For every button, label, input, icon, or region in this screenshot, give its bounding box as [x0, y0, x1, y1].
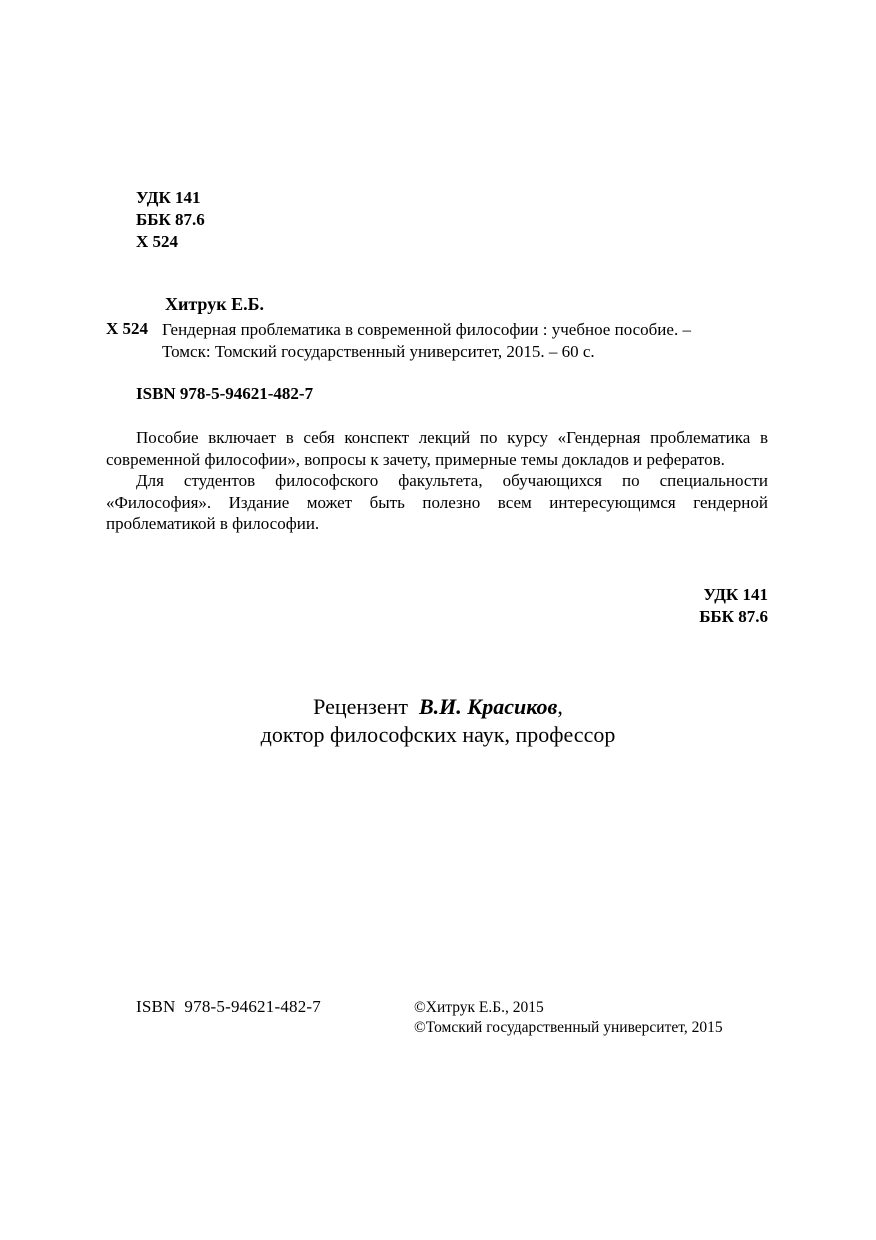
isbn-heading: ISBN 978-5-94621-482-7	[136, 384, 314, 403]
isbn-bottom: ISBN 978-5-94621-482-7	[136, 997, 321, 1016]
bib-imprint-line: Томск: Томский государственный университет, 2015. – 60 с.	[162, 342, 595, 361]
annotation	[106, 427, 768, 535]
bib-title-line: Гендерная проблематика в современной философии : учебное пособие. –	[162, 320, 691, 339]
annotation-paragraph-2: Для студентов философского факультета, обучающихся по специальности «Философия». Издание может быть полезно всем интересующимся гендерной проблематикой в философии.	[106, 471, 768, 533]
reviewer-comma: ,	[557, 694, 563, 719]
reviewer-name: В.И. Красиков	[419, 694, 558, 719]
bibliographic-description	[162, 319, 782, 363]
copyright-university: ©Томский государственный университет, 2015	[414, 1019, 723, 1036]
catalog-author: Хитрук Е.Б.	[165, 294, 264, 314]
annotation-paragraph-1: Пособие включает в себя конспект лекций по курсу «Гендерная проблематика в современной философии», вопросы к зачету, примерные темы докладов и рефератов.	[106, 428, 768, 469]
catalog-code: Х 524	[106, 319, 149, 338]
udk-code: УДК 141	[136, 188, 201, 207]
copyright-author: ©Хитрук Е.Б., 2015	[414, 999, 544, 1016]
author-mark: Х 524	[136, 232, 179, 251]
reviewer-line	[0, 693, 876, 721]
copyright-block	[414, 998, 723, 1038]
bbk-code-right: ББК 87.6	[699, 607, 768, 626]
reviewer-credentials: доктор философских наук, профессор	[260, 722, 616, 747]
udk-code-right: УДК 141	[703, 585, 768, 604]
classification-codes-right	[640, 584, 768, 628]
reviewer-label: Рецензент	[313, 694, 408, 719]
bbk-code: ББК 87.6	[136, 210, 205, 229]
classification-codes-top	[136, 187, 205, 253]
reviewer-block	[0, 693, 876, 749]
